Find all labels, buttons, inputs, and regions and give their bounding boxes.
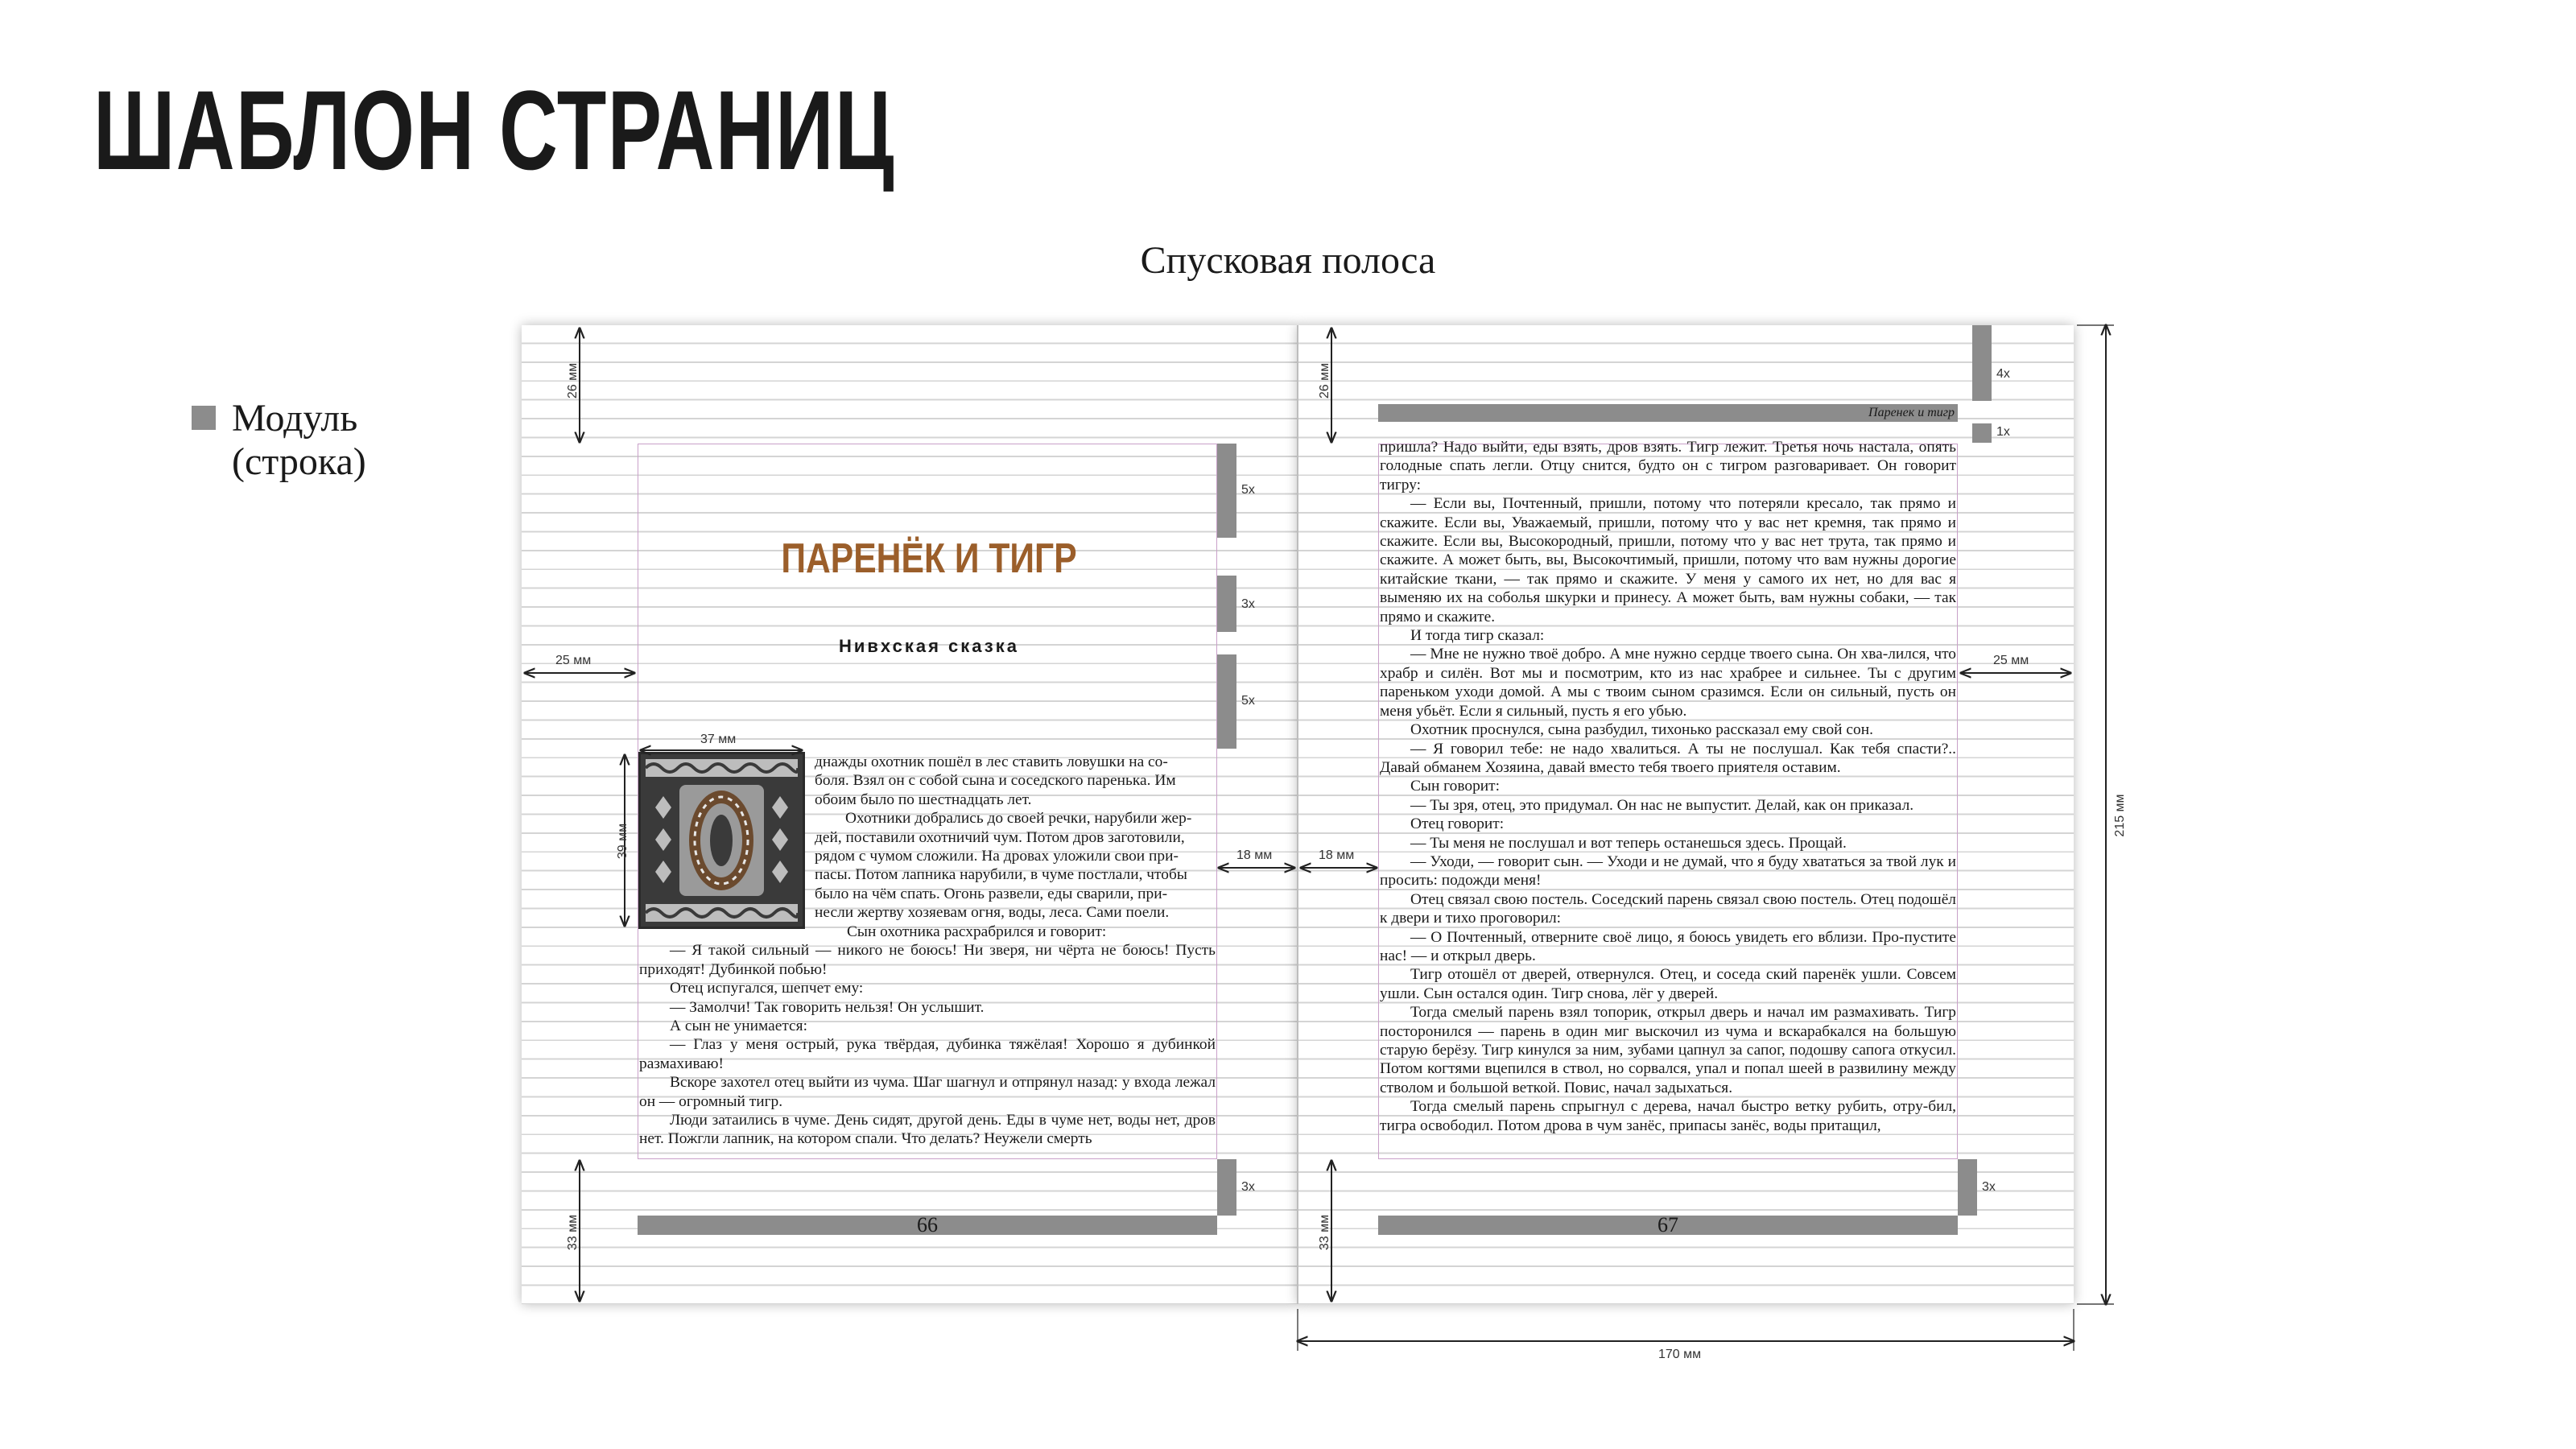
dim-top-left: 26 мм	[566, 362, 580, 399]
text-line: несли жертву хозяевам огня, воды, леса. Сами поели.	[815, 904, 1170, 922]
paragraph: — Ты зря, отец, это придумал. Он нас не выпустит. Делай, как он приказал.	[1410, 796, 1914, 814]
page-number-right: 67	[1657, 1213, 1678, 1236]
dim-bottom-right: 33 мм	[1318, 1214, 1331, 1251]
paragraph: Сын говорит:	[1410, 778, 1501, 795]
paragraph: Охотник проснулся, сына разбудил, тихонько рассказал ему свой сон.	[1410, 721, 1873, 739]
dim-bottom-left: 33 мм	[566, 1214, 580, 1251]
paragraph: — О Почтенный, отверните своё лицо, я боюсь увидеть его вблизи. Про-пустите нас! — и открыл дверь.	[1380, 928, 1956, 964]
module-label: 3х	[1241, 597, 1255, 611]
dim-page-width: 170 мм	[1658, 1348, 1702, 1361]
paragraph: — Глаз у меня острый, рука твёрдая, дубинка тяжёлая! Хорошо я дубинкой размахиваю!	[639, 1036, 1216, 1072]
paragraph: Вскоре захотел отец выйти из чума. Шаг шагнул и отпрянул назад: у входа лежал он — огромный тигр.	[639, 1074, 1216, 1110]
paragraph: Отец говорит:	[1410, 815, 1505, 833]
dim-spread-height: 215 мм	[2113, 794, 2127, 837]
paragraph: Отец испугался, шепчет ему:	[670, 980, 864, 997]
text-line: рядом с чумом сложили. На дровах уложили свои при-	[815, 848, 1179, 865]
dim-inner-right: 18 мм	[1319, 848, 1355, 862]
paragraph: — Я такой сильный — никого не боюсь! Ни зверя, ни чёрта не боюсь! Пусть приходят! Дубинкой побью!	[639, 942, 1216, 978]
dim-outer-left: 25 мм	[555, 654, 592, 667]
module-label: 3х	[1982, 1180, 1996, 1194]
paragraph: И тогда тигр сказал:	[1410, 627, 1545, 645]
module-label: 1х	[1996, 425, 2010, 439]
paragraph: пришла? Надо выйти, еды взять, дров взять. Тигр лежит. Третья ночь настала, опять голодные спать легли. Отцу снится, будто он с тигром разговаривает. Он говорит тигру:	[1380, 439, 1956, 493]
text-line: было на чём спать. Огонь развели, еды сварили, при-	[815, 885, 1168, 902]
spread-title: Спусковая полоса	[1140, 239, 1436, 282]
legend-label: Модуль	[232, 397, 358, 440]
dim-top-right: 26 мм	[1318, 362, 1331, 399]
paragraph: Сын охотника расхрабрился и говорит:	[847, 923, 1107, 940]
module-label: 5х	[1241, 483, 1255, 497]
story-subtitle: Нивхская сказка	[839, 636, 1019, 656]
paragraph: Тогда смелый парень спрыгнул с дерева, начал быстро ветку рубить, отру-бил, тигра освободил. Потом дрова в чум занёс, припасы занёс, воды притащил,	[1380, 1098, 1956, 1134]
module-label: 3х	[1241, 1180, 1255, 1194]
paragraph: — Замолчи! Так говорить нельзя! Он услышит.	[670, 998, 985, 1016]
paragraph: Люди затаились в чуме. День сидят, другой день. Еды в чуме нет, воды нет, дров нет. Пожгли лапник, на котором спали. Что делать? Неужели смерть	[639, 1112, 1216, 1148]
module-label: 5х	[1241, 694, 1255, 708]
text-line: пасы. Потом лапника нарубили, в чуме постлали, чтобы	[815, 866, 1187, 884]
text-line: обоим было по шестнадцать лет.	[815, 791, 1032, 808]
paragraph: — Если вы, Почтенный, пришли, потому что потеряли кресало, так прямо и скажите. Если вы, Уважаемый, пришли, потому что у вас нет кремня, так прямо и скажите. Если вы, Высокородный, пришли, потому что у вас нет трута, так прямо и скажите. А может быть, вы, Высокочтимый, пришли, потому что вам нужны дорогие китайские ткани, — так прямо и скажите. У меня у самого их нет, но для вас я выменяю их на соболья шкурки и принесу. А может быть, вам нужны собаки, — так прямо и скажите.	[1380, 495, 1956, 625]
module-label: 4х	[1996, 367, 2010, 381]
text-line: дей, поставили охотничий чум. Потом дров заготовили,	[815, 828, 1185, 846]
text-line: днажды охотник пошёл в лес ставить ловушки на со-	[815, 753, 1168, 770]
paragraph: А сын не унимается:	[670, 1018, 807, 1035]
running-head: Паренек и тигр	[1868, 406, 1955, 419]
page-title: ШАБЛОН СТРАНИЦ	[93, 67, 896, 193]
paragraph: — Ты меня не послушал и вот теперь останешься здесь. Прощай.	[1410, 834, 1847, 852]
text-line: Охотники добрались до своей речки, нарубили жер-	[845, 810, 1192, 828]
story-title: ПАРЕНЁК И ТИГР	[781, 535, 1077, 582]
paragraph: Отец связал свою постель. Соседский парень связал свою постель. Отец подошёл к двери и тихо проговорил:	[1380, 890, 1956, 927]
text-line: боля. Взял он с собой сына и соседского паренька. Им	[815, 772, 1176, 790]
page-number-left: 66	[917, 1213, 938, 1236]
dim-image-width: 37 мм	[700, 733, 737, 746]
legend-label-sub: (строка)	[232, 440, 366, 483]
paragraph: — Уходи, — говорит сын. — Уходи и не думай, что я буду хвататься за твой лук и просить: подожди меня!	[1380, 852, 1956, 890]
dim-image-height: 39 мм	[616, 823, 630, 860]
dim-inner-left: 18 мм	[1236, 848, 1273, 862]
paragraph: Тигр отошёл от дверей, отвернулся. Отец, и соседа ский паренёк ушли. Совсем ушли. Сын остался один. Тигр снова, лёг у дверей.	[1380, 966, 1956, 1002]
paragraph: — Я говорил тебе: не надо хвалиться. А ты не послушал. Как тебя спасти?.. Давай обманем Хозяина, давай вместо тебя твоего приятеля оставим.	[1380, 740, 1956, 776]
dim-outer-right: 25 мм	[1993, 654, 2029, 667]
paragraph: — Мне не нужно твоё добро. А мне нужно сердце твоего сына. Он хва-лился, что храбр и силён. Вот мы и посмотрим, кто из нас храбрее и сильнее. Ты с другим пареньком уходи домой. А мы с твоим сыном сразимся. Если он сильный, пусть он меня убьёт. Если я сильный, пусть я его убью.	[1380, 646, 1956, 720]
paragraph: Тогда смелый парень взял топорик, открыл дверь и начал им размахивать. Тигр посторонился — парень в один миг выскочил из чума и вскарабкался на большую старую берёзу. Тигр кинулся за ним, зубами цапнул за сапог, подошву сапога откусил. Потом когтями вцепился в ствол, но сорвался, упал и попал шеей в развилину между стволом и большой веткой. Повис, начал задыхаться.	[1380, 1004, 1956, 1096]
